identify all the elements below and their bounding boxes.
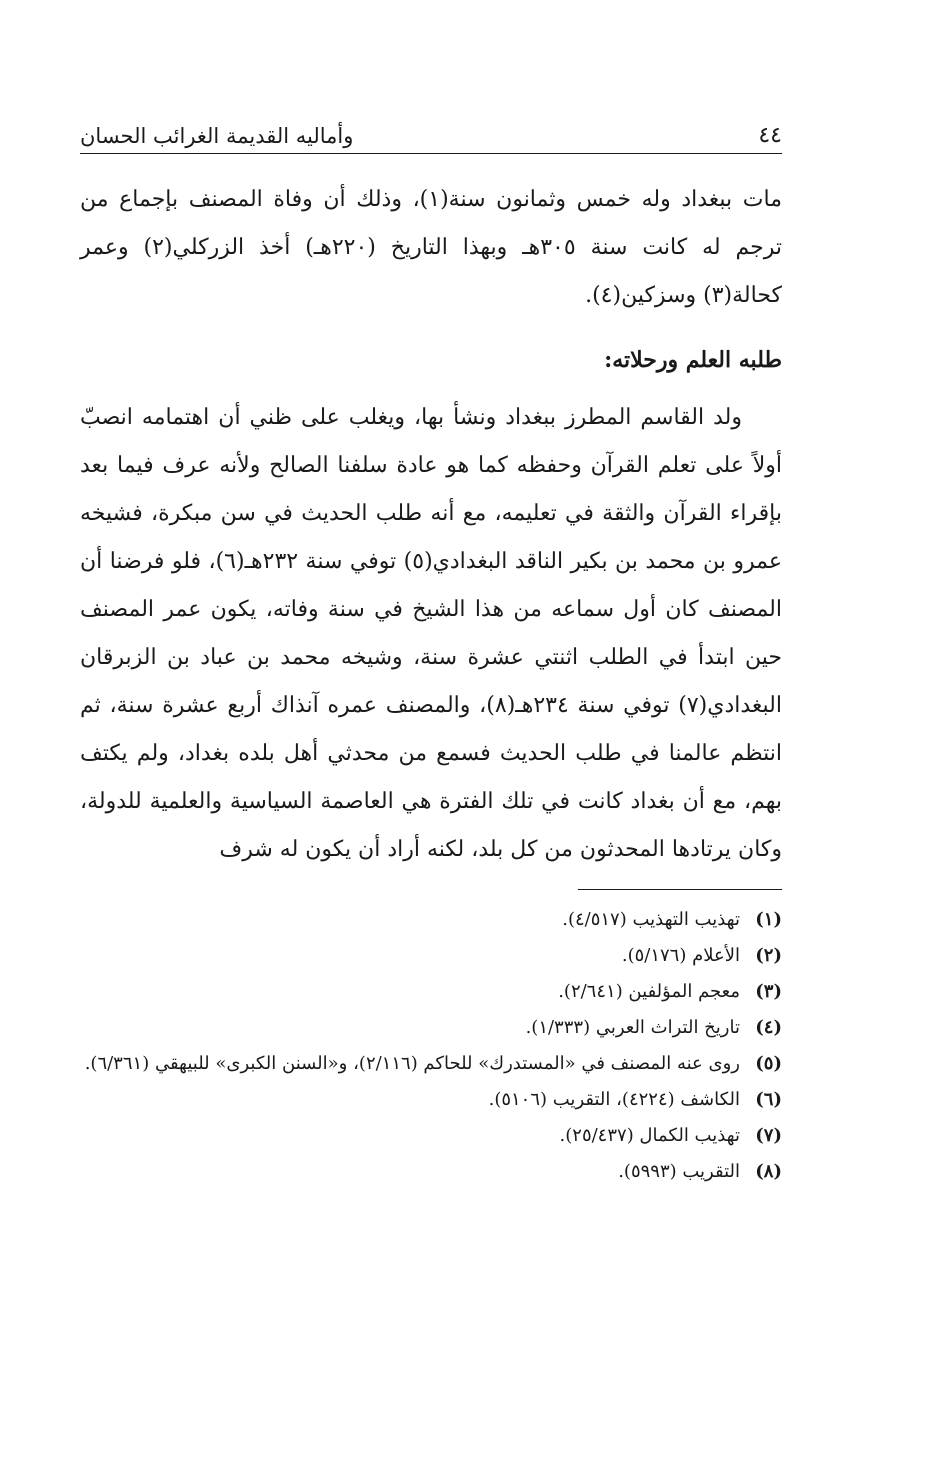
footnote-number: (١): [755, 909, 782, 930]
footnote-number: (٢): [755, 945, 782, 966]
footnote-item: [80, 1154, 782, 1190]
paragraph-2: ولد القاسم المطرز ببغداد ونشأ بها، ويغلب على ظني أن اهتمامه انصبّ أولاً على تعلم القرآن وحفظه كما هو عادة سلفنا الصالح ولأنه عرف فيما بعد بإقراء القرآن والثقة في تعليمه، مع أنه طلب الحديث في سن مبكرة، فشيخه عمرو بن محمد بن بكير الناقد البغدادي(٥) توفي سنة ٢٣٢هـ(٦)، فلو فرضنا أن المصنف كان أول سماعه من هذا الشيخ في سنة وفاته، يكون عمر المصنف حين ابتدأ في الطلب اثنتي عشرة سنة، وشيخه محمد بن عباد بن الزبرقان البغدادي(٧) توفي سنة ٢٣٤هـ(٨)، والمصنف عمره آنذاك أربع عشرة سنة، ثم انتظم عالمنا في طلب الحديث فسمع من محدثي أهل بلده بغداد، ولم يكتف بهم، مع أن بغداد كانت في تلك الفترة هي العاصمة السياسية والعلمية للدولة، وكان يرتادها المحدثون من كل بلد، لكنه أراد أن يكون له شرف: [80, 405, 782, 862]
footnote-text: الأعلام (٥/١٧٦).: [621, 945, 740, 966]
footnote-text: التقريب (٥٩٩٣).: [618, 1161, 740, 1182]
page-number: ٤٤: [758, 123, 782, 148]
footnote-text: معجم المؤلفين (٢/٦٤١).: [558, 981, 740, 1002]
footnotes-list: [80, 902, 782, 1190]
section-heading: طلبه العلم ورحلاته:: [604, 347, 782, 373]
footnote-item: [80, 974, 782, 1010]
body-text: [80, 176, 782, 874]
footnote-text: روى عنه المصنف في «المستدرك» للحاكم (٢/١١٦)، و«السنن الكبرى» للبيهقي (٦/٣٦١).: [84, 1053, 740, 1074]
footnote-item: [80, 1118, 782, 1154]
page-header: [80, 113, 782, 153]
running-title: وأماليه القديمة الغرائب الحسان: [80, 124, 354, 148]
paragraph-1: مات ببغداد وله خمس وثمانون سنة(١)، وذلك أن وفاة المصنف بإجماع من ترجم له كانت سنة ٣٠٥هـ وبهذا التاريخ (٢٢٠هـ) أخذ الزركلي(٢) وعمر كحالة(٣) وسزكين(٤).: [80, 187, 782, 308]
footnote-text: تهذيب التهذيب (٤/٥١٧).: [562, 909, 740, 930]
footnote-item: [80, 1046, 782, 1082]
footnote-text: تهذيب الكمال (٢٥/٤٣٧).: [559, 1125, 740, 1146]
footnote-number: (٧): [755, 1125, 782, 1146]
header-rule: [80, 153, 782, 154]
footnote-number: (٣): [755, 981, 782, 1002]
footnote-item: [80, 902, 782, 938]
footnote-text: الكاشف (٤٢٢٤)، التقريب (٥١٠٦).: [488, 1089, 740, 1110]
footnote-item: [80, 1010, 782, 1046]
footnote-rule: [578, 889, 782, 890]
footnote-number: (٥): [755, 1053, 782, 1074]
footnote-text: تاريخ التراث العربي (١/٣٣٣).: [525, 1017, 740, 1038]
footnote-item: [80, 1082, 782, 1118]
footnote-item: [80, 938, 782, 974]
footnote-number: (٨): [755, 1161, 782, 1182]
footnote-number: (٦): [755, 1089, 782, 1110]
footnote-number: (٤): [755, 1017, 782, 1038]
